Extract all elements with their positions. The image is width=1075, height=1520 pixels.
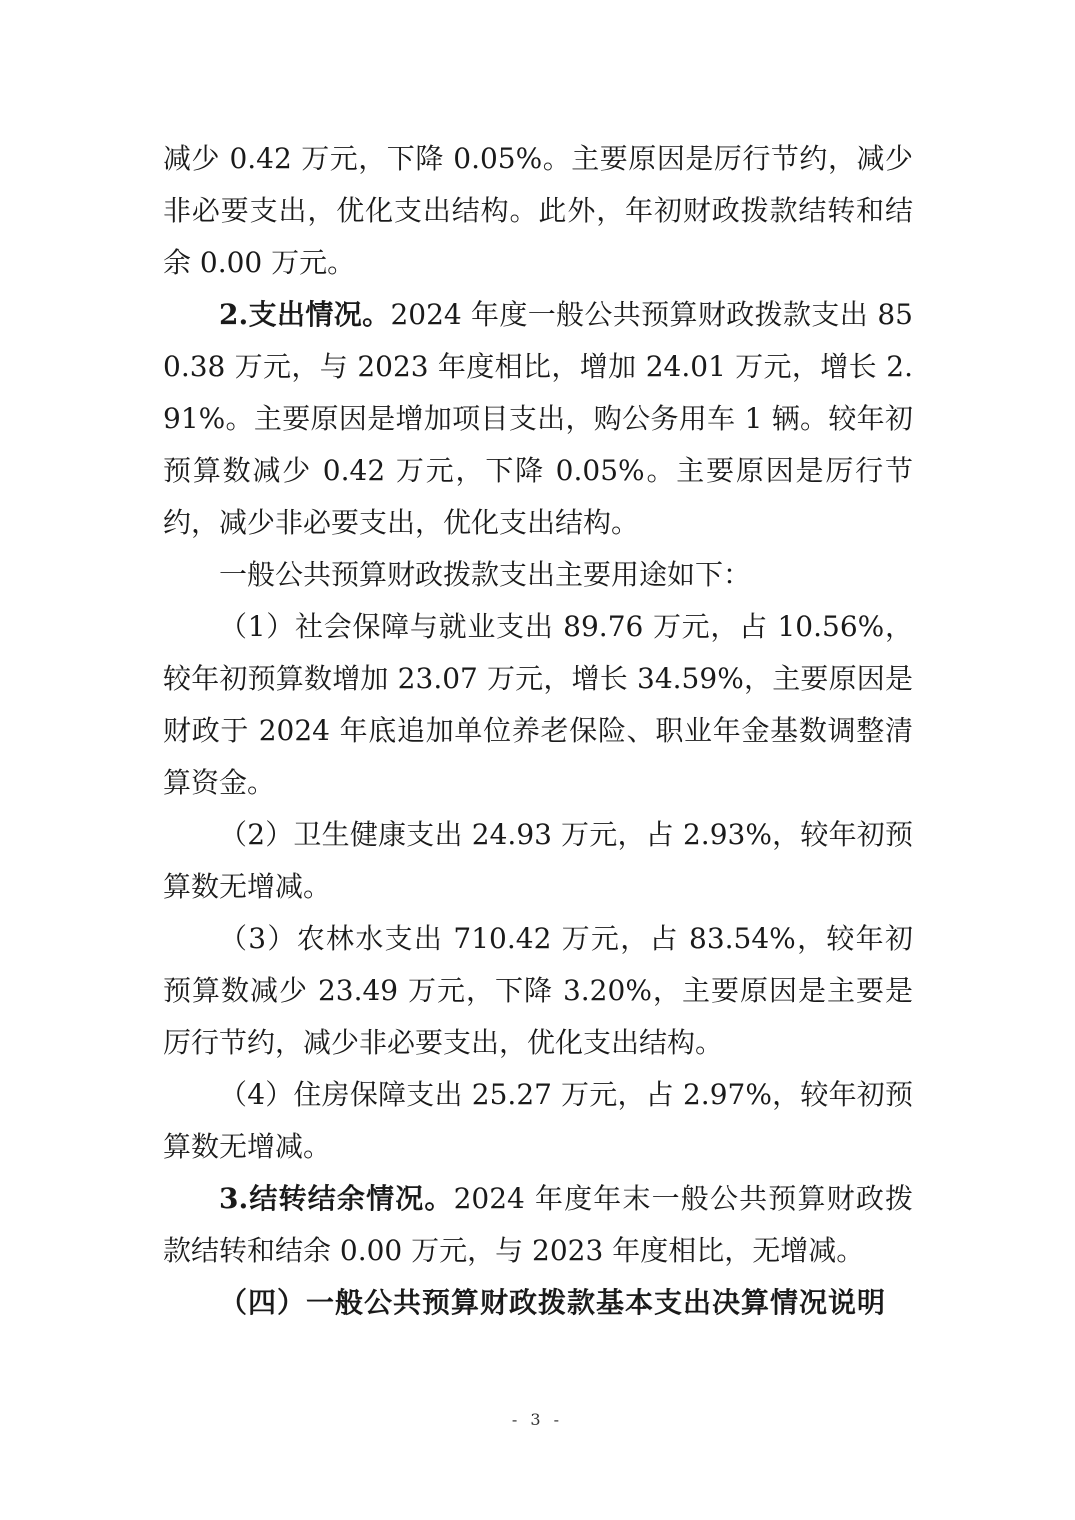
expenditure-heading: 2.支出情况。 [219, 298, 391, 331]
document-body [163, 133, 913, 1329]
paragraph-carryover [163, 1173, 913, 1277]
paragraph-health: （2）卫生健康支出 24.93 万元，占 2.93%，较年初预算数无增减。 [163, 818, 913, 903]
paragraph-revenue-continued: 减少 0.42 万元，下降 0.05%。主要原因是厉行节约，减少非必要支出，优化支出结构。此外，年初财政拨款结转和结余 0.00 万元。 [163, 142, 913, 279]
paragraph-agriculture: （3）农林水支出 710.42 万元，占 83.54%，较年初预算数减少 23.49 万元，下降 3.20%，主要原因是主要是厉行节约，减少非必要支出，优化支出结构。 [163, 922, 913, 1059]
page-number: - 3 - [511, 1410, 564, 1429]
paragraph-expenditure [163, 289, 913, 549]
carryover-text: 2024 年度年末一般公共预算财政拨款结转和结余 0.00 万元，与 2023 年度相比，无增减。 [163, 1182, 913, 1267]
carryover-heading: 3.结转结余情况。 [219, 1182, 454, 1215]
paragraph-main-uses: 一般公共预算财政拨款支出主要用途如下： [219, 558, 752, 591]
section-title: （四）一般公共预算财政拨款基本支出决算情况说明 [219, 1286, 887, 1319]
paragraph-social-security: （1）社会保障与就业支出 89.76 万元，占 10.56%，较年初预算数增加 23.07 万元，增长 34.59%，主要原因是财政于 2024 年底追加单位养老保险、职业年金基数调整清算资金。 [163, 610, 913, 799]
expenditure-text: 2024 年度一般公共预算财政拨款支出 850.38 万元，与 2023 年度相比，增加 24.01 万元，增长 2.91%。主要原因是增加项目支出，购公务用车 1 辆。较年初预算数减少 0.42 万元，下降 0.05%。主要原因是厉行节约，减少非必要支出，优化支出结构。 [163, 298, 913, 539]
paragraph-housing: （4）住房保障支出 25.27 万元，占 2.97%，较年初预算数无增减。 [163, 1078, 913, 1163]
